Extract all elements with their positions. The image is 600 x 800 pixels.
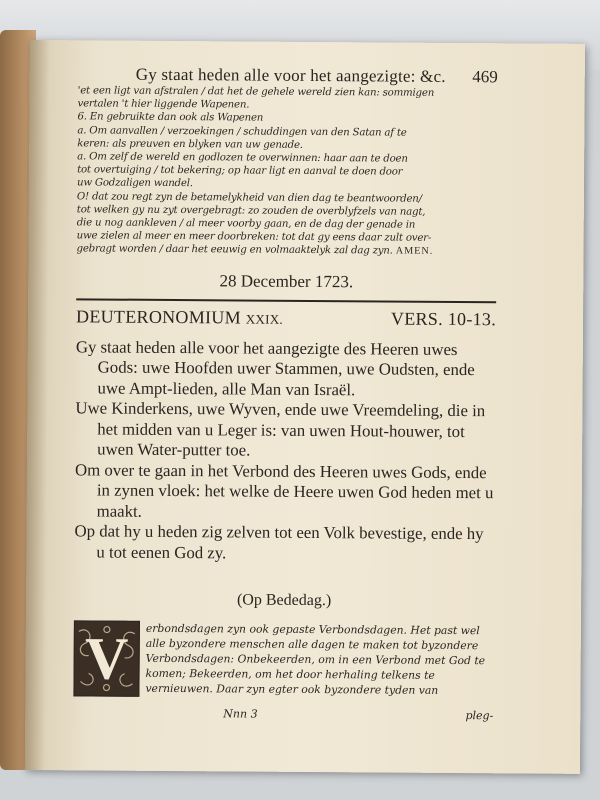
decorated-initial	[73, 620, 140, 696]
text-line: tot welken gy nu zyt overgebragt: zo zouden de overblyfzels van nagt,	[76, 204, 426, 218]
text-line: vertalen 't hier liggende Wapenen.	[77, 98, 250, 111]
previous-sermon-ending	[76, 84, 497, 259]
amen: AMEN.	[395, 245, 434, 258]
text-line: O! dat zou regt zyn de betamelykheid van dien dag te beantwoorden/	[76, 190, 422, 205]
section-divider	[76, 298, 496, 303]
book-page	[25, 40, 585, 774]
text-line-last: gebragt worden / daar het eeuwig en volmaaktelyk zal dag zyn.	[76, 243, 393, 257]
verse-paragraph: Gy staat heden alle voor het aangezigte des Heeren uwes Gods: uwe Hoofden uwer Stammen, uwe Oudsten, ende uwe Ampt-lieden, alle Man van Israël.	[75, 336, 475, 399]
text-line	[76, 243, 496, 259]
scripture-heading	[76, 306, 496, 330]
page-number: 469	[472, 67, 498, 87]
occasion-heading: (Op Bededag.)	[236, 591, 332, 610]
chapter-number: XXIX.	[245, 311, 284, 327]
verse-paragraph: Uwe Kinderkens, uwe Wyven, ende uwe Vreemdeling, die in het midden van u Leger is: van uwen Hout-houwer, tot uwen Water-putter toe.	[75, 398, 486, 460]
text-line: a. Om aanvallen / verzoekingen / schuddingen van den Satan af te	[77, 124, 407, 139]
verse-paragraph: Op dat hy u heden zig zelven tot een Volk bevestige, ende hy u tot eenen God zy.	[74, 521, 484, 563]
scripture-book	[76, 306, 283, 328]
running-head-title: Gy staat heden alle voor het aangezigte: &c.	[135, 64, 446, 86]
book-name: DEUTERONOMIUM	[76, 305, 242, 328]
sermon-date: 28 December 1723.	[219, 270, 354, 291]
text-line: tot overtuiging / tot bekering; op haar ligt en aanval te doen door	[77, 164, 403, 178]
text-line: 6. En gebruikte dan ook als Wapenen	[77, 111, 264, 125]
verse-paragraph: Om over te gaan in het Verbond des Heeren uwes Gods, ende in zynen vloek: het welke de Heere uwen God heden met u maakt.	[74, 459, 494, 521]
verse-range: VERS. 10-13.	[390, 308, 497, 329]
signature-mark: Nnn 3	[223, 707, 258, 721]
page-gutter-shadow	[25, 40, 50, 770]
scripture-text	[74, 337, 496, 565]
text-line: keren: als preuven en blyken van uw genade.	[77, 138, 303, 151]
text-line: a. Om zelf de wereld en godlozen te overwinnen: haar aan te doen	[77, 151, 408, 165]
catchword: pleg-	[465, 709, 494, 723]
text-line: uwe zielen al meer en meer doorbreken: tot dat gy eens daar zult over-	[76, 230, 432, 245]
initial-letter: V	[84, 625, 129, 692]
text-line: 'et een ligt van afstralen / dat het de gehele wereld zien kan: sommigen	[77, 85, 435, 99]
sermon-opening	[73, 620, 494, 715]
text-line: die u nog aankleven / al meer voorby gaan, en de dag der genade in	[76, 217, 416, 231]
paragraph-text: erbondsdagen zyn ook gepaste Verbondsdagen. Het past wel alle byzondere menschen alle dagen te maken tot byzondere Verbondsdagen: Onbekeerden, om in een Verbond met God te komen; Bekeerden, om het door herhaling telkens te vernieuwen. Daar zyn egter ook byzondere tyden van	[145, 621, 486, 698]
page-content	[73, 64, 498, 722]
text-line: uw Godzaligen wandel.	[76, 177, 193, 190]
opening-paragraph	[145, 621, 494, 698]
